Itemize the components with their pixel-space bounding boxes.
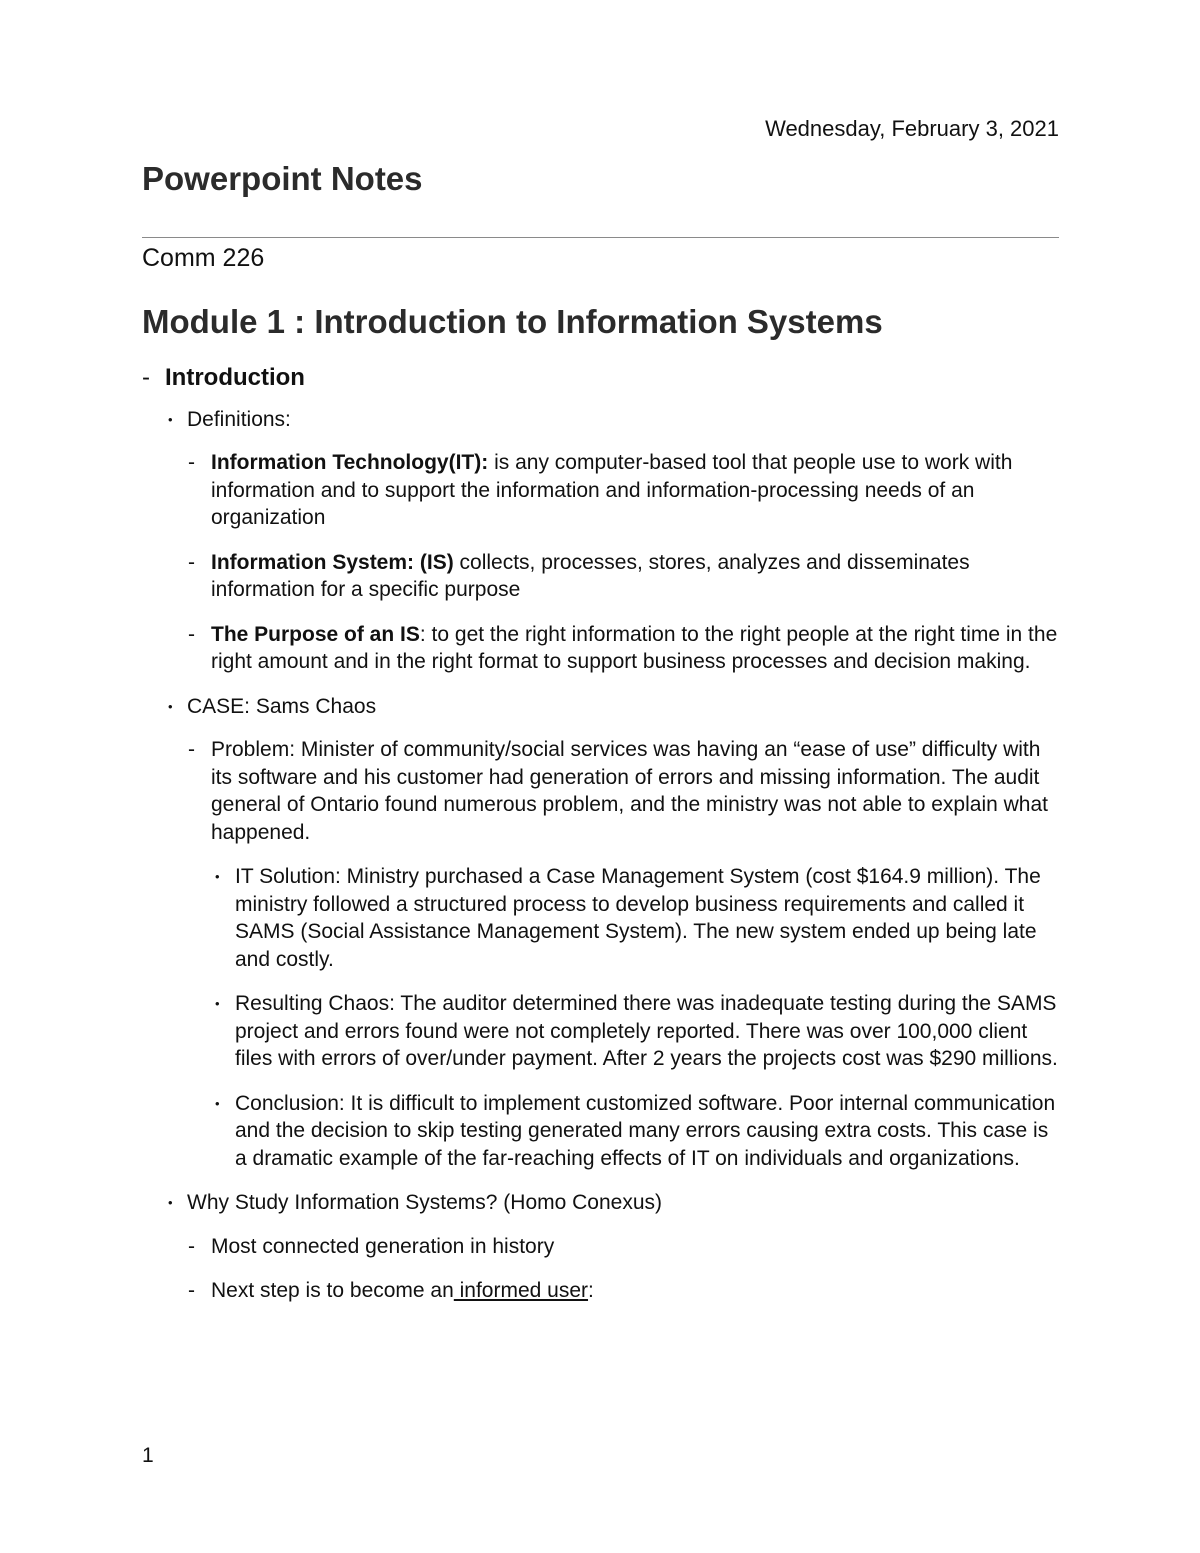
- dash-marker: -: [188, 1234, 195, 1258]
- list-item-definitions: [142, 406, 1062, 434]
- bullet-marker: •: [168, 1195, 173, 1210]
- course-code: Comm 226: [142, 244, 265, 272]
- case-problem: [142, 736, 1062, 846]
- definition-it: [142, 449, 1062, 532]
- section-heading: Introduction: [165, 364, 305, 391]
- case-solution: [142, 863, 1062, 973]
- page-number: 1: [142, 1444, 154, 1467]
- definition-term: Information System: (IS): [211, 550, 454, 574]
- bullet-marker: •: [168, 411, 173, 427]
- definition-text: is any computer-based tool that people use to work with information and to support the information and information-processing needs of an organization: [211, 451, 1013, 529]
- bullet-marker: •: [215, 869, 220, 884]
- dash-marker: -: [188, 451, 195, 474]
- bullet-marker: •: [168, 698, 173, 714]
- definition-term: Information Technology(IT):: [211, 451, 489, 474]
- definition-text: collects, processes, stores, analyzes and disseminates information for a specific purpose: [211, 550, 970, 601]
- dash-marker: -: [142, 364, 150, 391]
- case-conclusion: [142, 1090, 1062, 1173]
- why-item-connected: [142, 1233, 1062, 1261]
- title-divider: [142, 237, 1059, 238]
- module-title: Module 1 : Introduction to Information Systems: [142, 303, 883, 340]
- case-conclusion-text: Conclusion: It is difficult to implement customized software. Poor internal communication and the decision to skip testing generated many errors causing extra costs. This case is a dramatic example of the far-reaching effects of IT on individuals and organizations.: [235, 1091, 1056, 1170]
- list-item-case: [142, 693, 1062, 721]
- bullet-marker: •: [215, 1095, 220, 1111]
- case-solution-text: IT Solution: Ministry purchased a Case Management System (cost $164.9 million). The ministry followed a structured process to develop business requirements and called it SAMS (Social Assistance Management System). The new system ended up being late and costly.: [235, 865, 1041, 971]
- dash-marker: -: [188, 738, 195, 761]
- notes-body: [142, 364, 1062, 1322]
- case-chaos-text: Resulting Chaos: The auditor determined there was inadequate testing during the SAMS project and errors found were not completely reported. There was over 100,000 client files with errors of over/under payment. After 2 years the projects cost was $290 millions.: [235, 992, 1058, 1070]
- page-title: Powerpoint Notes: [142, 160, 423, 197]
- bullet-marker: •: [215, 996, 220, 1011]
- list-item-why: [142, 1189, 1062, 1217]
- why-item-suffix: :: [588, 1279, 594, 1302]
- document-date: Wednesday, February 3, 2021: [765, 116, 1059, 141]
- definition-is: [142, 549, 1062, 604]
- definitions-label: Definitions:: [187, 407, 291, 431]
- definition-purpose: [142, 621, 1062, 676]
- dash-marker: -: [188, 1279, 195, 1302]
- definition-text: : to get the right information to the right people at the right time in the right amount and in the right format to support business processes and decision making.: [211, 622, 1058, 673]
- why-item-text: Most connected generation in history: [211, 1234, 555, 1258]
- informed-user-underlined: informed user: [453, 1279, 589, 1302]
- case-problem-text: Problem: Minister of community/social services was having an “ease of use” difficulty with its software and his customer had generation of errors and missing information. The audit general of Ontario found numerous problem, and the ministry was not able to explain what happened.: [211, 738, 1048, 844]
- dash-marker: -: [188, 622, 195, 646]
- dash-marker: -: [188, 550, 195, 574]
- definition-term: The Purpose of an IS: [211, 622, 420, 646]
- case-label: CASE: Sams Chaos: [187, 694, 377, 718]
- section-introduction: [142, 364, 1062, 392]
- why-item-prefix: Next step is to become an: [211, 1279, 454, 1302]
- case-chaos: [142, 990, 1062, 1073]
- why-label: Why Study Information Systems? (Homo Conexus): [187, 1191, 663, 1214]
- why-item-informed: [142, 1277, 1062, 1305]
